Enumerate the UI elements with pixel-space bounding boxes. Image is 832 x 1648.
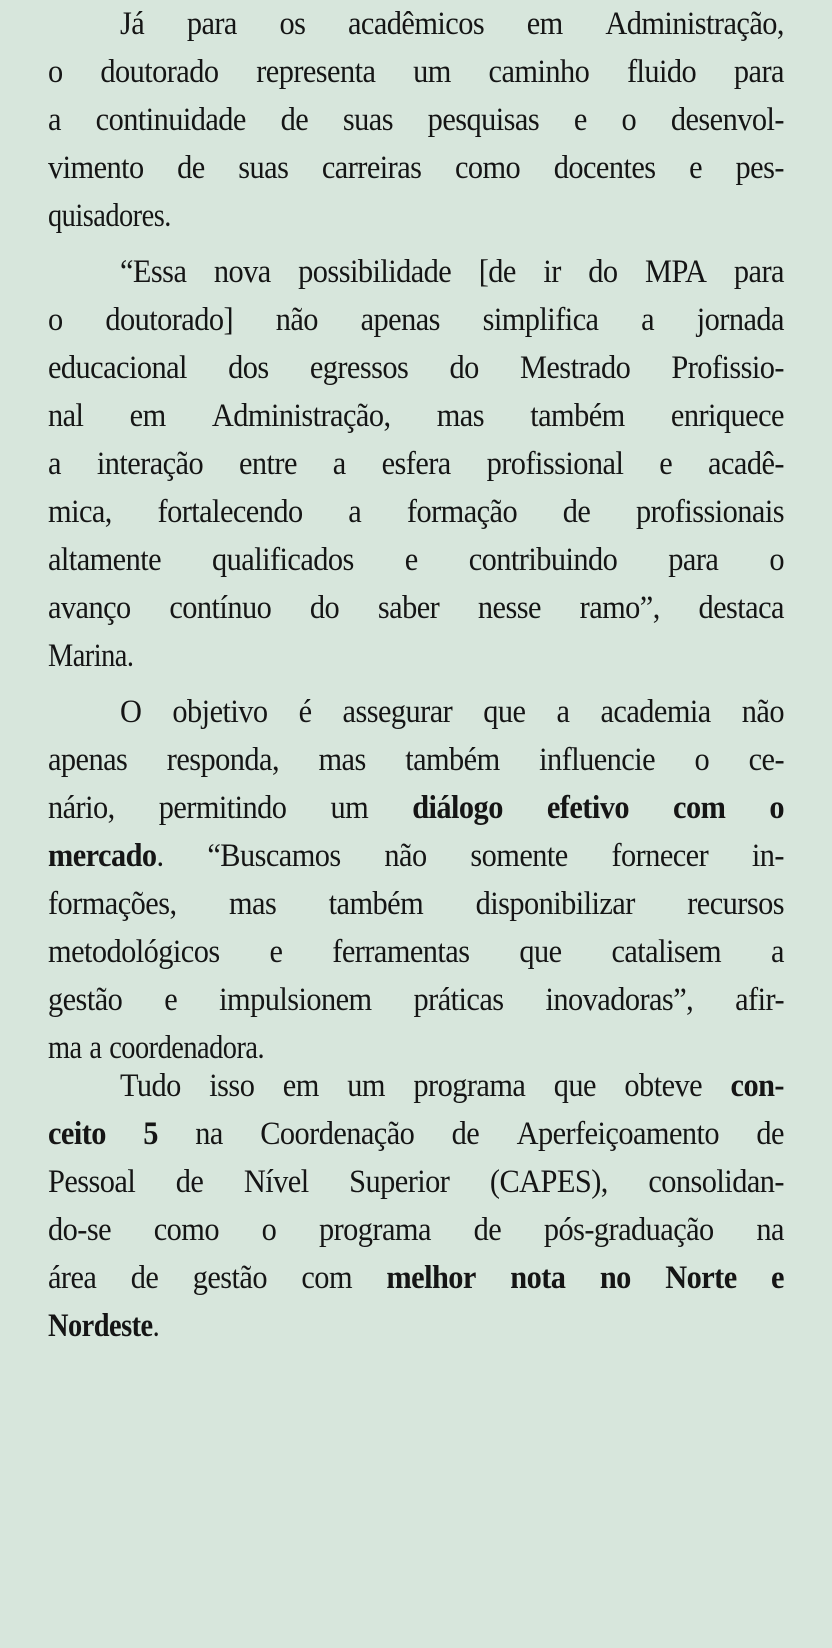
text-line: a interação entre a esfera profissional e acadê- xyxy=(48,446,784,482)
bold-emphasis: o xyxy=(769,790,784,826)
text-line: Nordeste. xyxy=(48,1308,160,1344)
bold-emphasis: no xyxy=(599,1260,631,1296)
text-line: educacional dos egressos do Mestrado Profissio- xyxy=(48,350,784,386)
bold-emphasis: con- xyxy=(730,1068,784,1104)
bold-emphasis: 5 xyxy=(143,1116,158,1152)
text-line: mica, fortalecendo a formação de profissionais xyxy=(48,494,784,530)
text-line: O objetivo é assegurar que a academia não xyxy=(120,694,784,730)
bold-emphasis: melhor xyxy=(386,1260,476,1296)
text-line: apenas responda, mas também influencie o ce- xyxy=(48,742,784,778)
bold-emphasis: diálogo xyxy=(412,790,503,826)
bold-emphasis: e xyxy=(771,1260,784,1296)
text-line: a continuidade de suas pesquisas e o desenvol- xyxy=(48,102,784,138)
text-line: gestão e impulsionem práticas inovadoras”, afir- xyxy=(48,982,784,1018)
text-line: nal em Administração, mas também enriquece xyxy=(48,398,784,434)
text-line: avanço contínuo do saber nesse ramo”, destaca xyxy=(48,590,784,626)
text-line: ma a coordenadora. xyxy=(48,1030,265,1066)
text-line: “Essa nova possibilidade [de ir do MPA para xyxy=(120,254,784,290)
text-line: do-se como o programa de pós-graduação na xyxy=(48,1212,784,1248)
bold-emphasis: efetivo xyxy=(546,790,629,826)
text-line: Pessoal de Nível Superior (CAPES), consolidan- xyxy=(48,1164,784,1200)
bold-emphasis: Norte xyxy=(665,1260,737,1296)
text-line: o doutorado representa um caminho fluido para xyxy=(48,54,784,90)
text-line: nário, permitindo um diálogo efetivo com o xyxy=(48,790,784,826)
bold-emphasis: ceito xyxy=(48,1116,106,1152)
bold-emphasis: mercado xyxy=(48,838,157,874)
text-line: mercado. “Buscamos não somente fornecer in- xyxy=(48,838,784,874)
text-line: Já para os acadêmicos em Administração, xyxy=(120,6,784,42)
text-line: altamente qualificados e contribuindo para o xyxy=(48,542,784,578)
bold-emphasis: nota xyxy=(510,1260,566,1296)
bold-emphasis: com xyxy=(673,790,726,826)
text-line: Marina. xyxy=(48,638,134,674)
text-line: vimento de suas carreiras como docentes e pes- xyxy=(48,150,784,186)
text-line: ceito 5 na Coordenação de Aperfeiçoamento de xyxy=(48,1116,784,1152)
text-line: área de gestão com melhor nota no Norte e xyxy=(48,1260,784,1296)
text-line: o doutorado] não apenas simplifica a jornada xyxy=(48,302,784,338)
bold-emphasis: Nordeste xyxy=(48,1308,153,1344)
text-line: Tudo isso em um programa que obteve con- xyxy=(120,1068,784,1104)
text-line: metodológicos e ferramentas que catalisem a xyxy=(48,934,784,970)
text-line: quisadores. xyxy=(48,198,171,234)
text-line: formações, mas também disponibilizar recursos xyxy=(48,886,784,922)
